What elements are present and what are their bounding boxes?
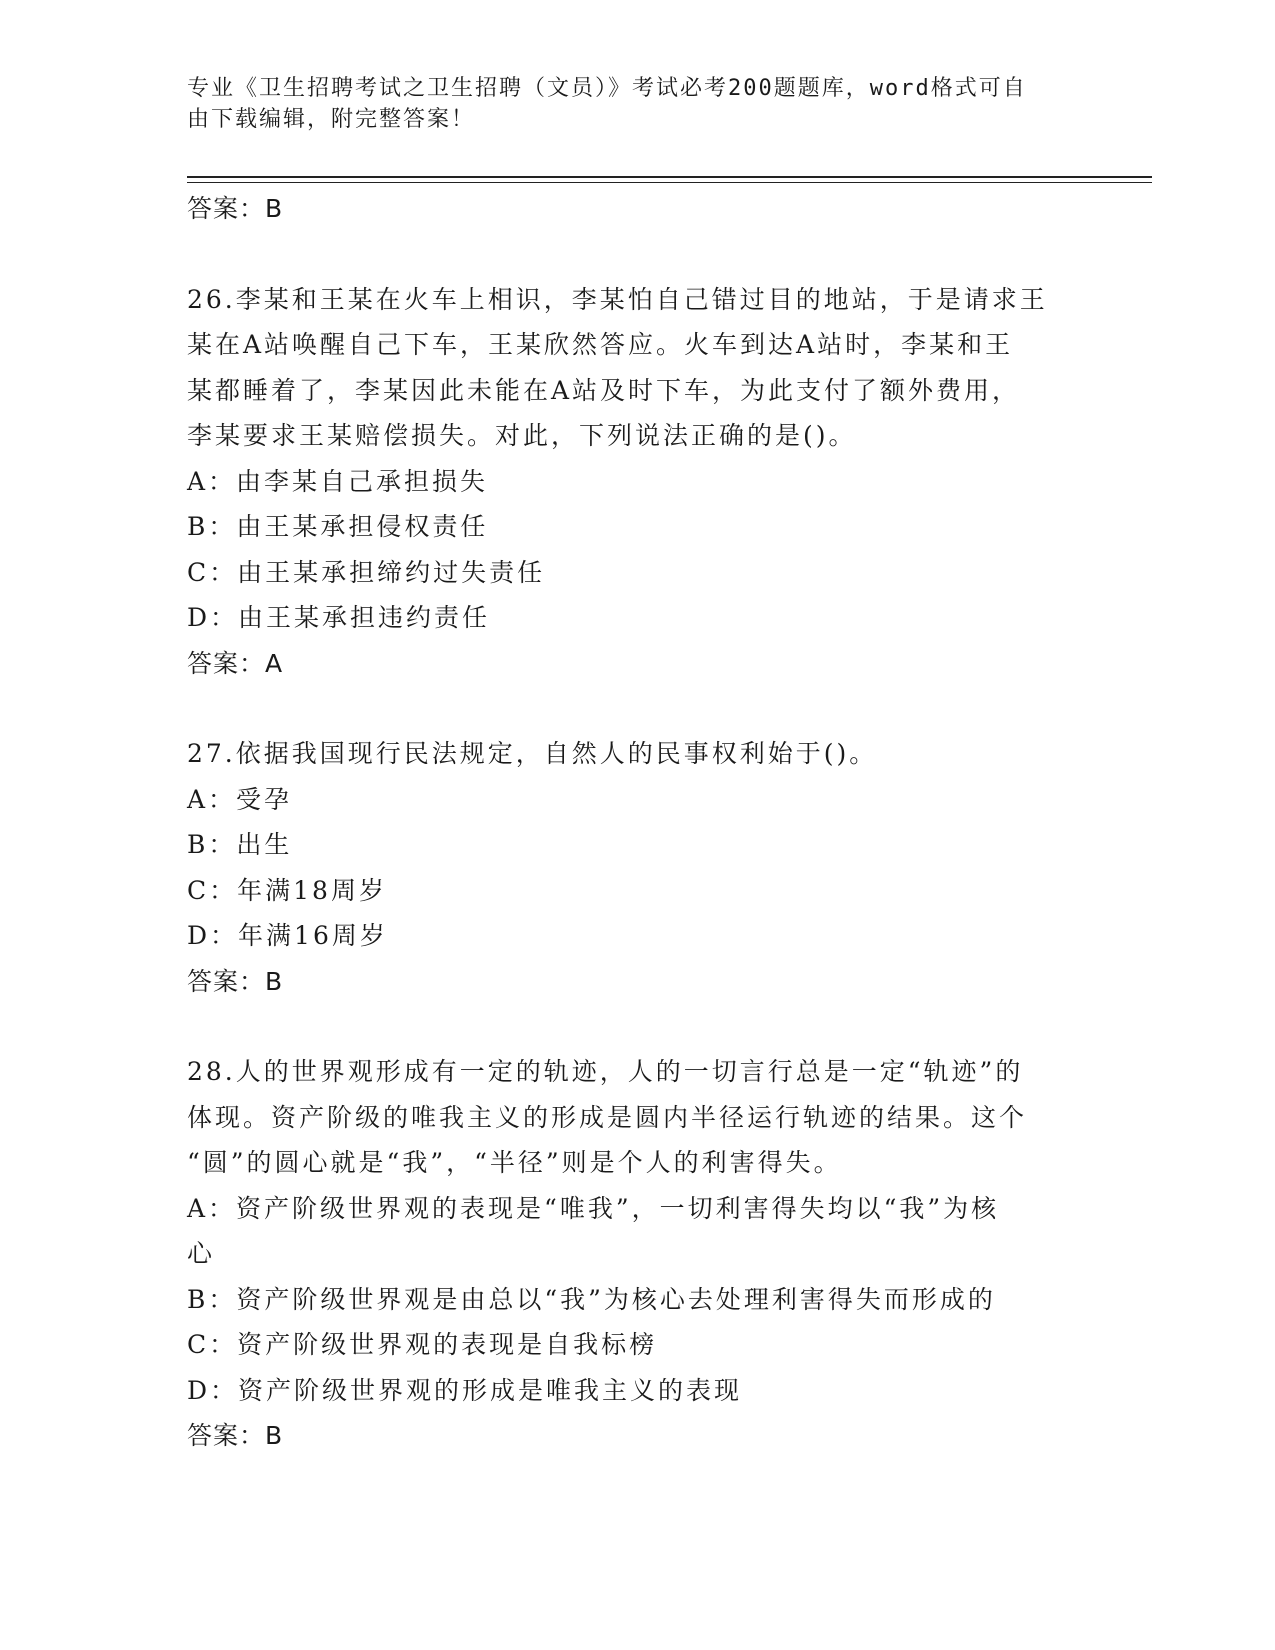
option-a: A：受孕	[187, 784, 293, 814]
option-c: C：年满18周岁	[187, 875, 387, 905]
question-stem-line: “圆”的圆心就是“我”，“半径”则是个人的利害得失。	[187, 1148, 842, 1177]
option-b: B：由王某承担侵权责任	[187, 512, 489, 541]
header-divider-thin	[187, 182, 1152, 183]
spacer	[187, 1004, 1077, 1049]
option-d: D：资产阶级世界观的形成是唯我主义的表现	[187, 1375, 743, 1405]
document-header	[187, 73, 1067, 135]
question-stem-line: 体现。资产阶级的唯我主义的形成是圆内半径运行轨迹的结果。这个	[187, 1102, 1028, 1132]
answer: 答案：B	[187, 1421, 284, 1450]
spacer	[187, 686, 1077, 731]
option-a: A：由李某自己承担损失	[187, 466, 489, 496]
option-c: C：由王某承担缔约过失责任	[187, 557, 546, 587]
spacer	[187, 232, 1077, 277]
option-b: B：资产阶级世界观是由总以“我”为核心去处理利害得失而形成的	[187, 1284, 996, 1314]
header-divider-thick	[187, 176, 1152, 178]
option-a-continued: 心	[187, 1239, 216, 1268]
option-d: D：年满16周岁	[187, 921, 388, 950]
question-26	[187, 277, 1077, 687]
question-stem-line: 27.依据我国现行民法规定，自然人的民事权利始于()。	[187, 739, 878, 768]
question-stem-line: 李某要求王某赔偿损失。对此，下列说法正确的是()。	[187, 421, 857, 450]
previous-answer: 答案：B	[187, 194, 284, 223]
option-b: B：出生	[187, 830, 293, 859]
document-body	[187, 186, 1077, 1459]
header-line-1: 专业《卫生招聘考试之卫生招聘（文员）》考试必考200题题库，word格式可自	[187, 76, 1027, 101]
answer: 答案：B	[187, 966, 284, 996]
option-c: C：资产阶级世界观的表现是自我标榜	[187, 1330, 658, 1359]
question-27	[187, 731, 1077, 1004]
question-28	[187, 1049, 1077, 1459]
option-a: A：资产阶级世界观的表现是“唯我”，一切利害得失均以“我”为核	[187, 1193, 1000, 1223]
question-stem-line: 某都睡着了，李某因此未能在A站及时下车，为此支付了额外费用，	[187, 375, 1021, 405]
question-stem-line: 某在A站唤醒自己下车，王某欣然答应。火车到达A站时，李某和王	[187, 330, 1014, 359]
header-line-2: 由下载编辑，附完整答案！	[187, 107, 476, 132]
question-stem-line: 26.李某和王某在火车上相识，李某怕自己错过目的地站，于是请求王	[187, 284, 1048, 314]
question-stem-line: 28.人的世界观形成有一定的轨迹，人的一切言行总是一定“轨迹”的	[187, 1057, 1024, 1086]
option-d: D：由王某承担违约责任	[187, 603, 491, 632]
answer: 答案：A	[187, 648, 284, 678]
